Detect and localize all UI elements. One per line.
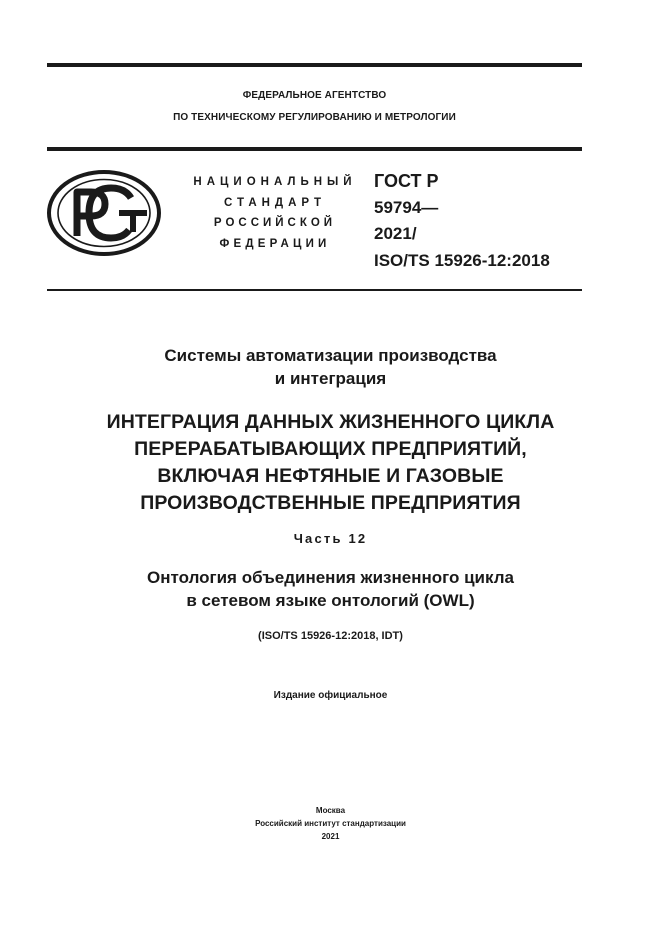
publisher-info xyxy=(47,804,614,843)
designation-line-1: ГОСТ Р xyxy=(374,171,439,191)
part-title-line-1: Онтология объединения жизненного цикла xyxy=(147,568,514,587)
document-title xyxy=(47,409,614,517)
identity-reference: (ISO/TS 15926-12:2018, IDT) xyxy=(258,630,403,642)
designation-line-3: 2021/ xyxy=(374,224,417,243)
subtitle-line-2: и интеграция xyxy=(274,369,387,388)
agency-name-line-2: ПО ТЕХНИЧЕСКОМУ РЕГУЛИРОВАНИЮ И МЕТРОЛОГИИ xyxy=(173,112,456,123)
publisher-year: 2021 xyxy=(321,832,340,841)
national-standard-label xyxy=(186,172,364,254)
national-line-2: СТАНДАРТ xyxy=(224,196,326,209)
publisher-city: Москва xyxy=(315,806,346,815)
top-rule xyxy=(47,63,582,67)
national-line-1: НАЦИОНАЛЬНЫЙ xyxy=(193,176,357,188)
rst-emblem-icon xyxy=(47,170,161,256)
part-number: Часть 12 xyxy=(293,531,368,546)
part-title xyxy=(47,566,614,612)
standard-designation xyxy=(374,168,550,274)
bottom-rule xyxy=(47,289,582,291)
publisher-institute: Российский институт стандартизации xyxy=(255,819,406,828)
designation-line-2: 59794— xyxy=(374,197,439,217)
part-title-line-2: в сетевом языке онтологий (OWL) xyxy=(186,591,475,610)
national-line-4: ФЕДЕРАЦИИ xyxy=(219,237,331,250)
title-line-1: ИНТЕГРАЦИЯ ДАННЫХ ЖИЗНЕННОГО ЦИКЛА xyxy=(106,411,555,433)
middle-rule xyxy=(47,147,582,151)
national-line-3: РОССИЙСКОЙ xyxy=(213,217,337,229)
document-subtitle xyxy=(47,344,614,390)
title-line-2: ПЕРЕРАБАТЫВАЮЩИХ ПРЕДПРИЯТИЙ, xyxy=(134,438,527,460)
designation-line-4: ISO/TS 15926-12:2018 xyxy=(374,250,550,270)
agency-name-line-1: ФЕДЕРАЛЬНОЕ АГЕНТСТВО xyxy=(242,90,387,101)
edition-label: Издание официальное xyxy=(273,690,388,701)
title-line-3: ВКЛЮЧАЯ НЕФТЯНЫЕ И ГАЗОВЫЕ xyxy=(157,465,504,487)
subtitle-line-1: Системы автоматизации производства xyxy=(164,346,497,365)
title-line-4: ПРОИЗВОДСТВЕННЫЕ ПРЕДПРИЯТИЯ xyxy=(140,492,521,514)
